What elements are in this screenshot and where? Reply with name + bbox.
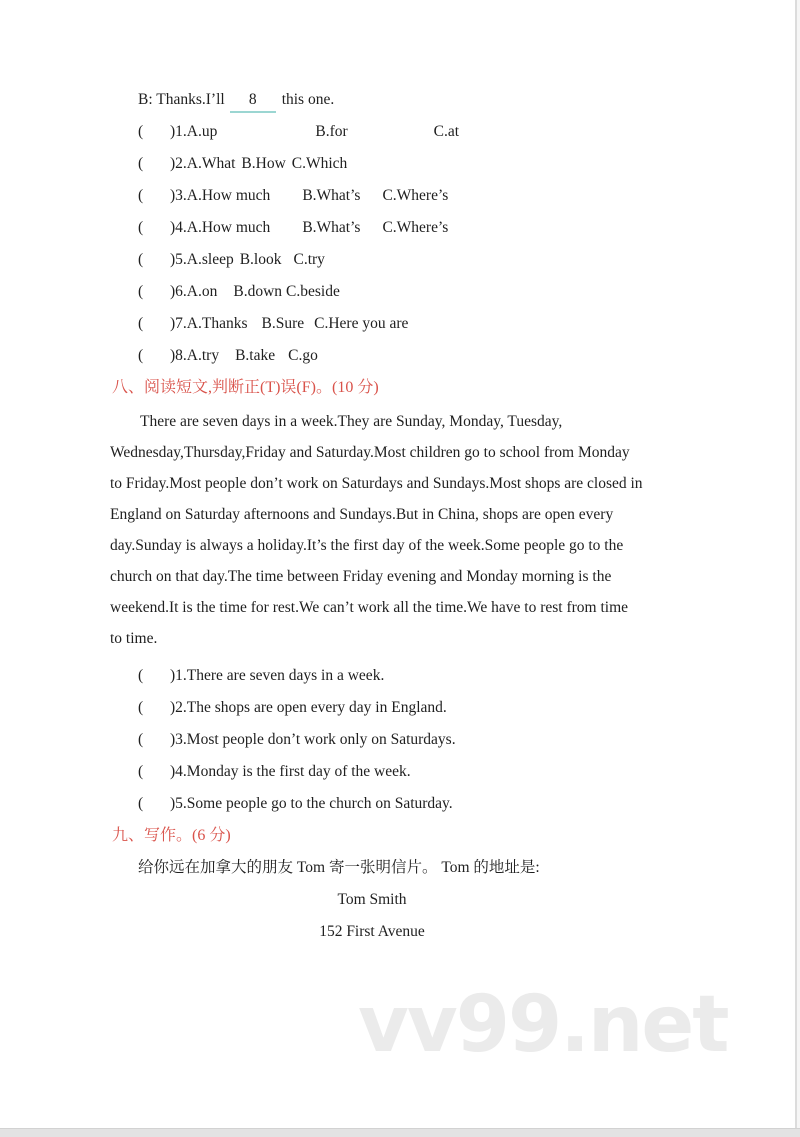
answer-bracket: ( (138, 283, 144, 300)
choice-option-a: )4.A.How much (170, 219, 271, 236)
choice-option-b: B.take (235, 347, 276, 364)
section-8-heading: 八、阅读短文,判断正(T)误(F)。(10 分) (112, 379, 379, 396)
answer-bracket: ( (138, 731, 144, 748)
answer-bracket: ( (138, 315, 144, 332)
tf-statement-row-1 (138, 660, 800, 692)
tf-statement-row-4 (138, 756, 800, 788)
choice-question-row-6 (138, 276, 800, 308)
choice-option-c: C.Where’s (382, 219, 449, 236)
page-right-edge-line (795, 0, 797, 1137)
choice-option-c: C.Here you are (314, 315, 409, 332)
dialog-suffix: this one. (281, 91, 335, 108)
blank-answer: 8 (230, 89, 276, 113)
passage-line: There are seven days in a week.They are Sunday, Monday, Tuesday, (140, 413, 563, 430)
choice-option-a: )3.A.How much (170, 187, 271, 204)
tf-statement: )4.Monday is the first day of the week. (170, 763, 411, 780)
passage-line: weekend.It is the time for rest.We can’t work all the time.We have to rest from time (110, 599, 629, 616)
page-bottom-band (0, 1128, 800, 1137)
choice-option-a: )5.A.sleep (170, 251, 234, 268)
answer-bracket: ( (138, 667, 144, 684)
answer-bracket: ( (138, 763, 144, 780)
tf-statement-row-5 (138, 788, 800, 820)
tf-statement: )5.Some people go to the church on Saturday. (170, 795, 453, 812)
tf-statement: )1.There are seven days in a week. (170, 667, 385, 684)
choice-option-a: )2.A.What (170, 155, 236, 172)
tf-statement: )3.Most people don’t work only on Saturdays. (170, 731, 456, 748)
choice-question-row-5 (138, 244, 800, 276)
choice-option-c: C.try (293, 251, 325, 268)
reading-passage (110, 406, 800, 654)
choice-option-c: C.at (433, 123, 460, 140)
passage-line: Wednesday,Thursday,Friday and Saturday.Most children go to school from Monday (110, 444, 630, 461)
answer-bracket: ( (138, 219, 144, 236)
passage-line: to time. (110, 630, 158, 647)
choice-option-b: B.for (315, 123, 348, 140)
section-9-heading: 九、写作。(6 分) (112, 827, 231, 844)
page-content (0, 84, 800, 948)
choice-option-b: B.look (239, 251, 282, 268)
choice-option-a: )1.A.up (170, 123, 218, 140)
true-false-block (0, 660, 800, 820)
choice-question-row-3 (138, 180, 800, 212)
choice-question-row-2 (138, 148, 800, 180)
dialog-line (138, 84, 800, 116)
choice-question-row-4 (138, 212, 800, 244)
choice-option-c: C.Where’s (382, 187, 449, 204)
passage-line: England on Saturday afternoons and Sundays.But in China, shops are open every (110, 506, 614, 523)
address-street: 152 First Avenue (319, 923, 425, 940)
choice-option-a: )7.A.Thanks (170, 315, 248, 332)
answer-bracket: ( (138, 251, 144, 268)
tf-statement-row-2 (138, 692, 800, 724)
choice-option-c: C.beside (286, 283, 340, 300)
choice-option-b: B.What’s (302, 187, 361, 204)
passage-line: day.Sunday is always a holiday.It’s the first day of the week.Some people go to the (110, 537, 624, 554)
watermark: vv99.net (358, 980, 728, 1070)
choice-option-b: B.What’s (302, 219, 361, 236)
choice-option-c: C.Which (291, 155, 348, 172)
choice-question-row-7 (138, 308, 800, 340)
answer-bracket: ( (138, 187, 144, 204)
writing-prompt: 给你远在加拿大的朋友 Tom 寄一张明信片。 Tom 的地址是: (138, 859, 540, 876)
dialog-prefix: B: Thanks.I’ll (138, 91, 225, 108)
choice-question-row-1 (138, 116, 800, 148)
address-name: Tom Smith (337, 891, 407, 908)
passage-line: to Friday.Most people don’t work on Saturdays and Sundays.Most shops are closed in (110, 475, 643, 492)
answer-bracket: ( (138, 347, 144, 364)
tf-statement: )2.The shops are open every day in England. (170, 699, 447, 716)
choice-option-c: C.go (288, 347, 318, 364)
answer-bracket: ( (138, 795, 144, 812)
passage-line: church on that day.The time between Friday evening and Monday morning is the (110, 568, 612, 585)
choice-option-b: B.Sure (261, 315, 305, 332)
choice-option-a: )6.A.on (170, 283, 218, 300)
choice-option-b: B.How (241, 155, 286, 172)
choice-option-a: )8.A.try (170, 347, 220, 364)
answer-bracket: ( (138, 155, 144, 172)
choice-question-row-8 (138, 340, 800, 372)
answer-bracket: ( (138, 699, 144, 716)
answer-bracket: ( (138, 123, 144, 140)
address-block (112, 884, 632, 948)
tf-statement-row-3 (138, 724, 800, 756)
choice-option-b: B.down (233, 283, 283, 300)
